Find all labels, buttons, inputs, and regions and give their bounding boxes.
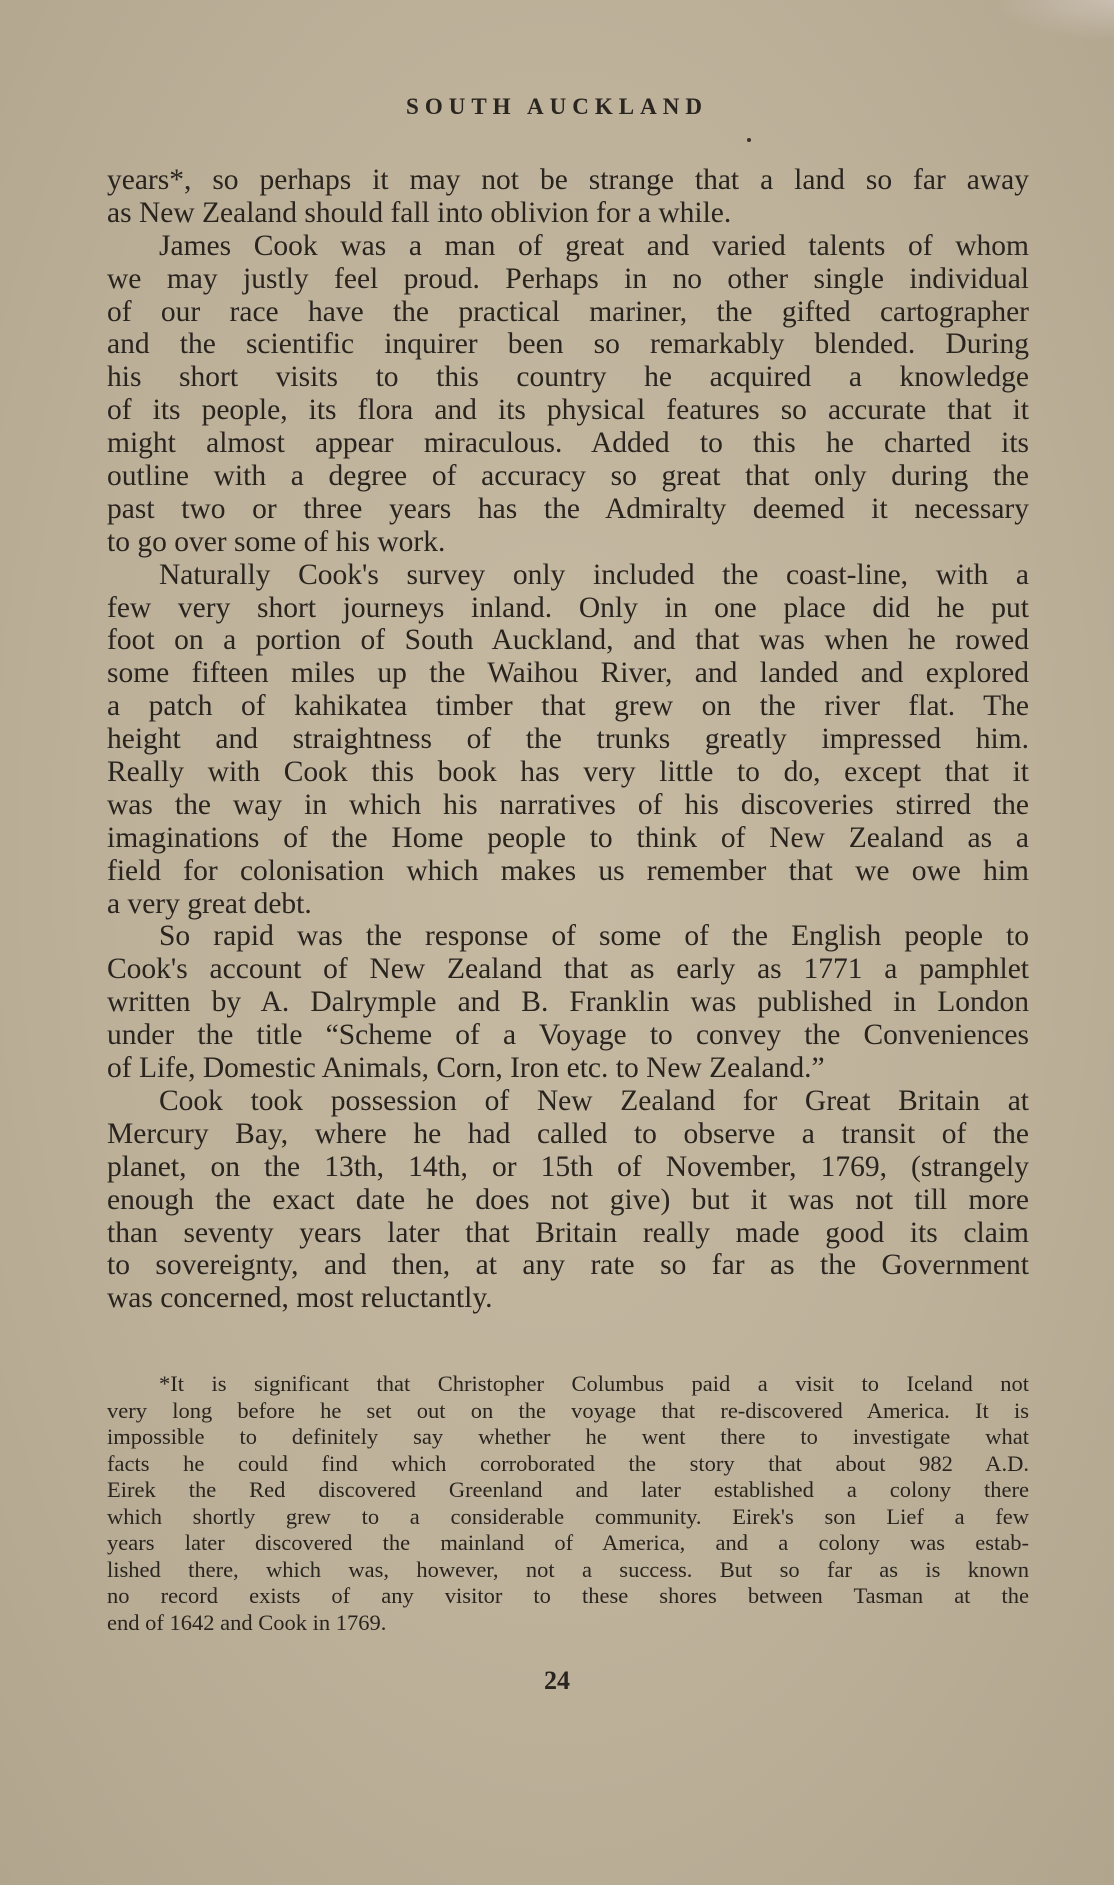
body-line: under the title “Scheme of a Voyage to convey the Conveniences: [107, 1019, 1029, 1052]
body-line: imaginations of the Home people to think of New Zealand as a: [107, 821, 1029, 854]
body-line: Really with Cook this book has very little to do, except that it: [107, 756, 1029, 789]
body-line: his short visits to this country he acquired a knowledge: [107, 361, 1029, 394]
body-line: Naturally Cook's survey only included the coast-line, with a: [159, 558, 1029, 591]
body-line: and the scientific inquirer been so remarkably blended. During: [107, 328, 1029, 361]
footnote-line: lished there, which was, however, not a success. But so far as is known: [107, 1556, 1029, 1582]
body-line: few very short journeys inland. Only in one place did he put: [107, 591, 1029, 624]
page-number: 24: [544, 1666, 570, 1695]
body-line: was the way in which his narratives of his discoveries stirred the: [107, 788, 1029, 821]
footnote-line: *It is significant that Christopher Columbus paid a visit to Iceland not: [159, 1371, 1029, 1396]
footnote-line: no record exists of any visitor to these shores between Tasman at the: [107, 1583, 1029, 1608]
footnote-line: years later discovered the mainland of America, and a colony was estab-: [107, 1530, 1029, 1555]
body-line: as New Zealand should fall into oblivion for a while.: [107, 196, 732, 229]
body-line: planet, on the 13th, 14th, or 15th of November, 1769, (strangely: [107, 1150, 1029, 1183]
footnote-line: facts he could find which corroborated the story that about 982 A.D.: [107, 1450, 1029, 1476]
body-line: a very great debt.: [107, 887, 312, 920]
body-line: written by A. Dalrymple and B. Franklin was published in London: [107, 986, 1029, 1019]
footnote-line: Eirek the Red discovered Greenland and later established a colony there: [107, 1477, 1029, 1502]
footnote: [107, 1371, 1029, 1636]
footnote-line: end of 1642 and Cook in 1769.: [107, 1609, 387, 1635]
body-line: enough the exact date he does not give) but it was not till more: [107, 1183, 1029, 1216]
footnote-line: which shortly grew to a considerable community. Eirek's son Lief a few: [107, 1503, 1029, 1529]
body-line: outline with a degree of accuracy so great that only during the: [107, 460, 1029, 493]
body-text: [107, 164, 1029, 1315]
body-line: foot on a portion of South Auckland, and that was when he rowed: [107, 624, 1029, 657]
body-line: Cook's account of New Zealand that as early as 1771 a pamphlet: [107, 953, 1029, 986]
body-line: might almost appear miraculous. Added to this he charted its: [107, 427, 1029, 460]
body-line: some fifteen miles up the Waihou River, and landed and explored: [107, 657, 1029, 690]
running-head: SOUTH AUCKLAND: [406, 94, 708, 119]
body-line: height and straightness of the trunks greatly impressed him.: [107, 723, 1029, 756]
footnote-line: very long before he set out on the voyage that re-discovered America. It is: [107, 1397, 1029, 1423]
ink-speck: [747, 138, 751, 142]
body-line: past two or three years has the Admiralty deemed it necessary: [107, 492, 1029, 525]
body-line: of our race have the practical mariner, the gifted cartographer: [107, 295, 1029, 328]
body-line: So rapid was the response of some of the English people to: [159, 920, 1029, 953]
body-line: of Life, Domestic Animals, Corn, Iron etc. to New Zealand.”: [107, 1052, 825, 1085]
body-line: years*, so perhaps it may not be strange that a land so far away: [107, 164, 1029, 196]
body-line: was concerned, most reluctantly.: [107, 1282, 493, 1315]
body-line: Mercury Bay, where he had called to observe a transit of the: [107, 1117, 1029, 1150]
body-line: of its people, its flora and its physical features so accurate that it: [107, 394, 1029, 427]
body-line: James Cook was a man of great and varied talents of whom: [159, 229, 1029, 262]
body-line: Cook took possession of New Zealand for Great Britain at: [159, 1084, 1029, 1117]
body-line: to sovereignty, and then, at any rate so far as the Government: [107, 1249, 1029, 1282]
body-line: to go over some of his work.: [107, 525, 446, 558]
body-line: than seventy years later that Britain really made good its claim: [107, 1216, 1029, 1249]
footnote-line: impossible to definitely say whether he went there to investigate what: [107, 1424, 1029, 1449]
body-line: field for colonisation which makes us remember that we owe him: [107, 854, 1029, 887]
body-line: we may justly feel proud. Perhaps in no other single individual: [107, 262, 1029, 295]
paper-stain: [994, 0, 1114, 40]
body-line: a patch of kahikatea timber that grew on the river flat. The: [107, 690, 1029, 723]
